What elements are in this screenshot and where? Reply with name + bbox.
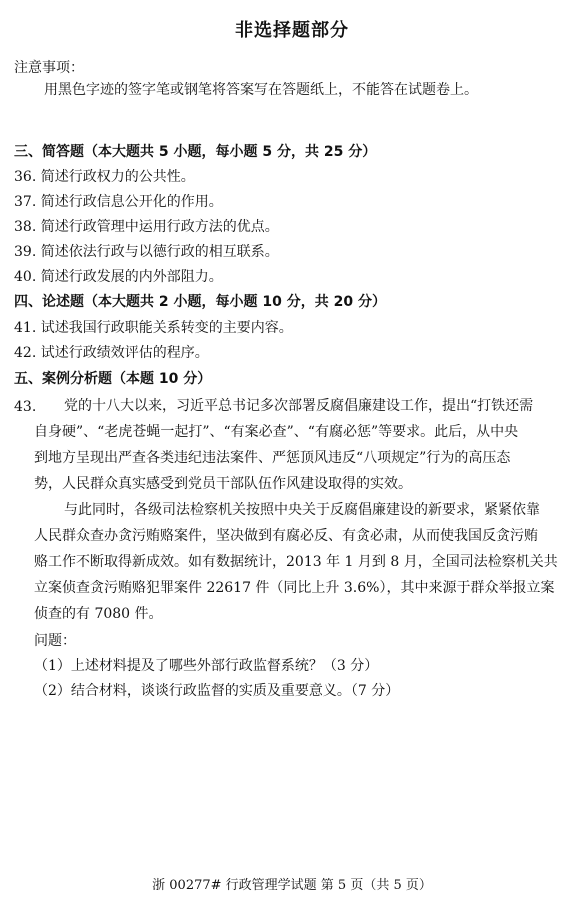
case-para2-line-1: 与此同时，各级司法检察机关按照中央关于反腐倡廉建设的新要求，紧紧依靠 — [64, 502, 540, 518]
question-39: 39. 简述依法行政与以德行政的相互联系。 — [14, 244, 279, 260]
case-para1-line-4: 势，人民群众真实感受到党员干部队伍作风建设取得的实效。 — [34, 476, 412, 492]
case-para2-line-3: 赂工作不断取得新成效。如有数据统计，2013 年 1 月到 8 月，全国司法检察机关共 — [34, 554, 558, 570]
case-para2-line-2: 人民群众查办贪污贿赂案件，坚决做到有腐必反、有贪必肃，从而使我国反贪污贿 — [34, 528, 538, 544]
section4-heading: 四、论述题（本大题共 2 小题，每小题 10 分，共 20 分） — [14, 294, 386, 310]
case-para2-line-5: 侦查的有 7080 件。 — [34, 606, 163, 622]
section3-heading: 三、简答题（本大题共 5 小题，每小题 5 分，共 25 分） — [14, 144, 377, 160]
question-36: 36. 简述行政权力的公共性。 — [14, 169, 195, 185]
case-para2-line-4: 立案侦查贪污贿赂犯罪案件 22617 件（同比上升 3.6%），其中来源于群众举报立案 — [34, 580, 555, 596]
sub-question-2: （2）结合材料，谈谈行政监督的实质及重要意义。（7 分） — [34, 683, 400, 699]
question-40: 40. 简述行政发展的内外部阻力。 — [14, 269, 223, 285]
question-41: 41. 试述我国行政职能关系转变的主要内容。 — [14, 320, 293, 336]
question-43-number: 43. — [14, 399, 37, 415]
case-para1-line-3: 到地方呈现出严查各类违纪违法案件、严惩顶风违反“八项规定”行为的高压态 — [34, 450, 511, 466]
question-37: 37. 简述行政信息公开化的作用。 — [14, 194, 223, 210]
page-title: 非选择题部分 — [235, 20, 349, 41]
question-label: 问题： — [34, 633, 76, 649]
question-42: 42. 试述行政绩效评估的程序。 — [14, 345, 209, 361]
notice-text: 用黑色字迹的签字笔或钢笔将答案写在答题纸上，不能答在试题卷上。 — [44, 82, 478, 98]
notice-label: 注意事项： — [14, 60, 84, 76]
page-footer: 浙 00277# 行政管理学试题 第 5 页（共 5 页） — [152, 878, 432, 893]
sub-question-1: （1）上述材料提及了哪些外部行政监督系统？（3 分） — [34, 658, 379, 674]
section5-heading: 五、案例分析题（本题 10 分） — [14, 371, 212, 387]
question-38: 38. 简述行政管理中运用行政方法的优点。 — [14, 219, 279, 235]
case-para1-line-1: 党的十八大以来，习近平总书记多次部署反腐倡廉建设工作，提出“打铁还需 — [64, 398, 534, 414]
case-para1-line-2: 自身硬”、“老虎苍蝇一起打”、“有案必查”、“有腐必惩”等要求。此后，从中央 — [34, 424, 519, 440]
